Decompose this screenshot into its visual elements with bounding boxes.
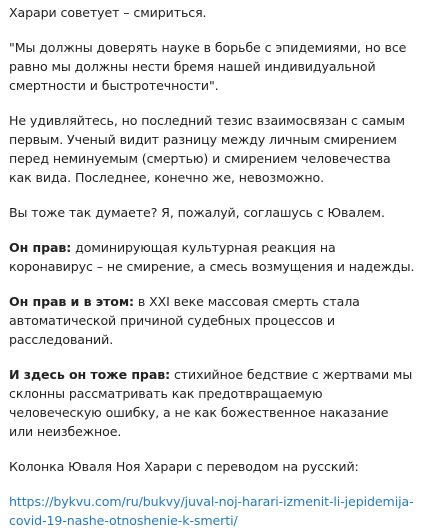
paragraph-thesis: Не удивляйтесь, но последний тезис взаимосвязан с самым первым. Ученый видит разницу между личным смирением перед неминуемым (смертью) и смирением человечества как вида. Последнее, конечно же, невозможно. — [9, 113, 405, 185]
paragraph-point-3 — [9, 365, 416, 441]
point-1-text: доминирующая культурная реакция на коронавирус – не смирение, а смесь возмущения и надежды. — [9, 240, 415, 274]
paragraph-column: Колонка Юваля Ноя Харари с переводом на русский: — [9, 459, 359, 474]
paragraph-link — [9, 492, 416, 530]
paragraph-intro: Харари советует – смириться. — [9, 5, 207, 20]
paragraph-agree: Вы тоже так думаете? Я, пожалуй, соглашусь с Ювалем. — [9, 205, 385, 220]
paragraph-point-1 — [9, 238, 416, 276]
article-link[interactable]: https://bykvu.com/ru/bukvy/juval-noj-harari-izmenit-li-jepidemija-covid-19-nashe-otnoshenie-k-smerti/ — [9, 494, 414, 528]
point-3-text: стихийное бедствие с жертвами мы склонны рассматривать как предотвращаемую человеческую ошибку, а не как божественное наказание или неизбежное. — [9, 367, 413, 439]
point-1-heading: Он прав: — [9, 240, 72, 255]
paragraph-point-2 — [9, 292, 416, 349]
point-2-heading: Он прав и в этом: — [9, 294, 134, 309]
point-2-text: в XXI веке массовая смерть стала автоматической причиной судебных процессов и расследований. — [9, 294, 360, 347]
paragraph-quote: "Мы должны доверять науке в борьбе с эпидемиями, но все равно мы должны нести бремя нашей индивидуальной смертности и быстротечности". — [9, 40, 407, 93]
point-3-heading: И здесь он тоже прав: — [9, 367, 171, 382]
